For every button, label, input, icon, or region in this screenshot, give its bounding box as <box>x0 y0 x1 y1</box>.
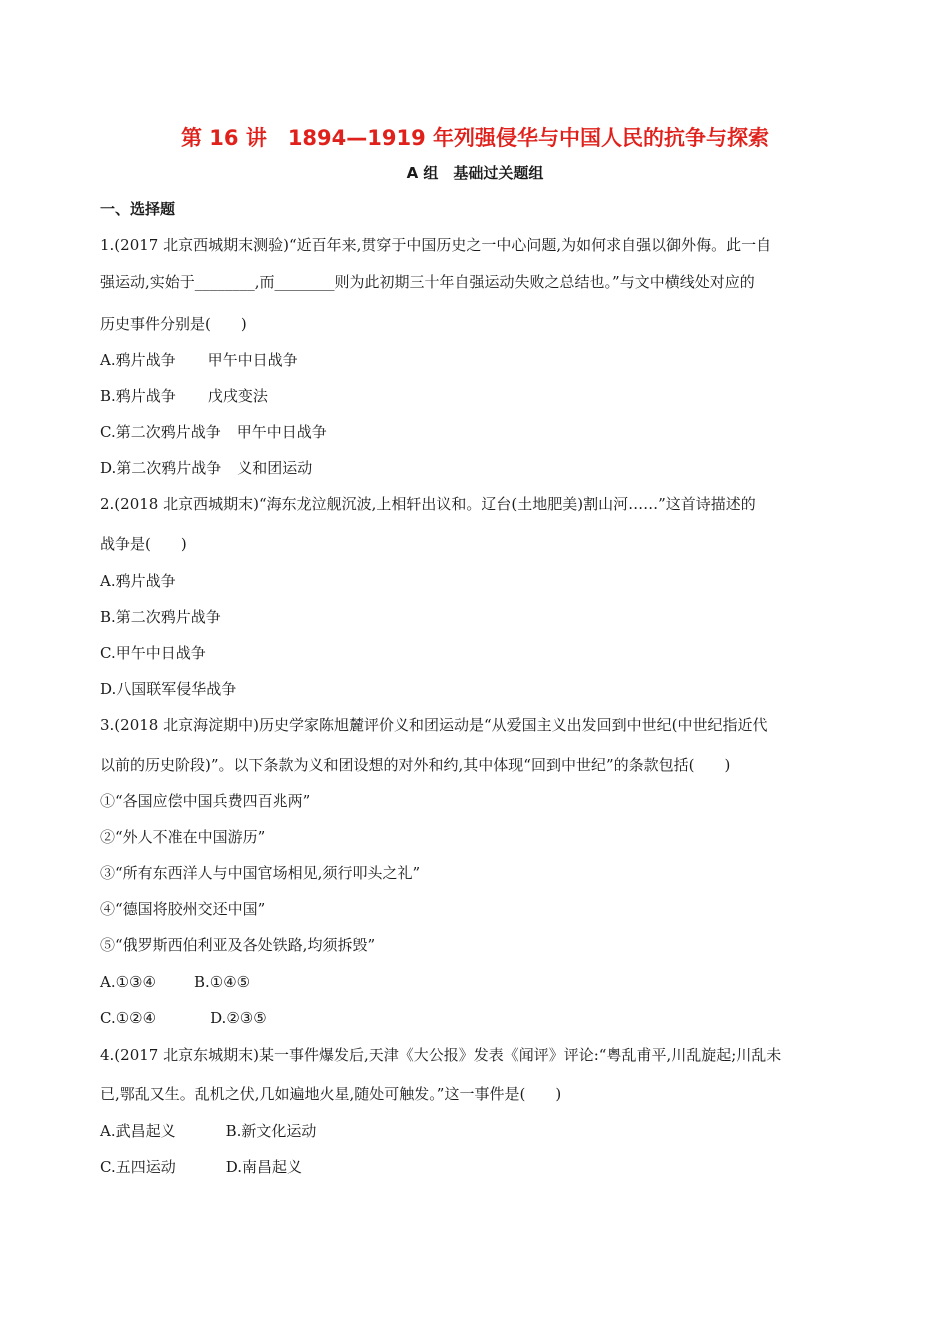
option-key: A. <box>100 351 116 369</box>
option-event-1: 第二次鸦片战争 <box>115 423 221 441</box>
question-1-line-1: 1.(2017 北京西城期末测验)“近百年来,贯穿于中国历史之一中心问题,为如何求自强以御外侮。此一自 <box>100 236 772 254</box>
question-3-option-b: B.①④⑤ <box>193 973 251 991</box>
question-2-line-2: 战争是( ) <box>100 535 187 553</box>
option-event-2: 甲午中日战争 <box>207 351 298 369</box>
question-3-item-3: ③“所有东西洋人与中国官场相见,须行叩头之礼” <box>100 864 421 882</box>
question-1-option-b <box>100 386 268 406</box>
question-4-option-a: A.武昌起义 <box>100 1122 176 1140</box>
question-1-option-c <box>100 422 327 442</box>
question-3-options-row-1 <box>100 972 250 992</box>
group-subtitle: A 组 基础过关题组 <box>406 164 544 182</box>
section-heading: 一、选择题 <box>100 200 176 218</box>
question-4-options-row-2 <box>100 1157 302 1177</box>
question-3-line-1: 3.(2018 北京海淀期中)历史学家陈旭麓评价义和团运动是“从爱国主义出发回到中世纪(中世纪指近代 <box>100 716 768 734</box>
option-event-1: 第二次鸦片战争 <box>116 459 222 477</box>
option-event-2: 甲午中日战争 <box>236 423 327 441</box>
option-event-1: 鸦片战争 <box>115 351 176 369</box>
question-2-option-d: D.八国联军侵华战争 <box>100 680 237 698</box>
question-2-option-b: B.第二次鸦片战争 <box>100 608 221 626</box>
question-3-item-1: ①“各国应偿中国兵费四百兆两” <box>100 792 311 810</box>
question-2-line-1: 2.(2018 北京西城期末)“海东龙泣舰沉波,上相轩出议和。辽台(土地肥美)割山河……”这首诗描述的 <box>100 495 756 513</box>
question-4-option-d: D.南昌起义 <box>225 1158 302 1176</box>
question-1-line-3: 历史事件分别是( ) <box>100 315 247 333</box>
page-title: 第 16 讲 1894—1919 年列强侵华与中国人民的抗争与探索 <box>180 126 770 150</box>
question-4-option-c: C.五四运动 <box>100 1158 176 1176</box>
question-4-line-1: 4.(2017 北京东城期末)某一事件爆发后,天津《大公报》发表《闻评》评论:“粤乱甫平,川乱旋起;川乱未 <box>100 1046 782 1064</box>
option-key: B. <box>100 387 116 405</box>
question-1-option-d <box>100 458 312 478</box>
option-event-2: 义和团运动 <box>237 459 313 477</box>
question-1-option-a <box>100 350 298 370</box>
question-3-line-2: 以前的历史阶段)”。以下条款为义和团设想的对外和约,其中体现“回到中世纪”的条款包括( ) <box>100 756 731 774</box>
question-3-option-a: A.①③④ <box>100 973 156 991</box>
option-event-1: 鸦片战争 <box>115 387 176 405</box>
option-event-2: 戊戌变法 <box>207 387 268 405</box>
option-key: C. <box>100 423 116 441</box>
question-4-options-row-1 <box>100 1121 316 1141</box>
question-2-option-a: A.鸦片战争 <box>100 572 176 590</box>
question-4-option-b: B.新文化运动 <box>225 1122 317 1140</box>
question-3-item-4: ④“德国将胶州交还中国” <box>100 900 266 918</box>
question-4-line-2: 已,鄂乱又生。乱机之伏,几如遍地火星,随处可触发。”这一事件是( ) <box>100 1085 562 1103</box>
option-key: D. <box>100 459 117 477</box>
question-3-options-row-2 <box>100 1008 267 1028</box>
question-2-option-c: C.甲午中日战争 <box>100 644 206 662</box>
question-1-line-2: 强运动,实始于________,而________则为此初期三十年自强运动失败之总结也。”与文中横线处对应的 <box>100 273 755 291</box>
question-3-option-c: C.①②④ <box>100 1009 157 1027</box>
question-3-item-5: ⑤“俄罗斯西伯利亚及各处铁路,均须拆毁” <box>100 936 376 954</box>
question-3-option-d: D.②③⑤ <box>210 1009 267 1027</box>
question-3-item-2: ②“外人不准在中国游历” <box>100 828 266 846</box>
